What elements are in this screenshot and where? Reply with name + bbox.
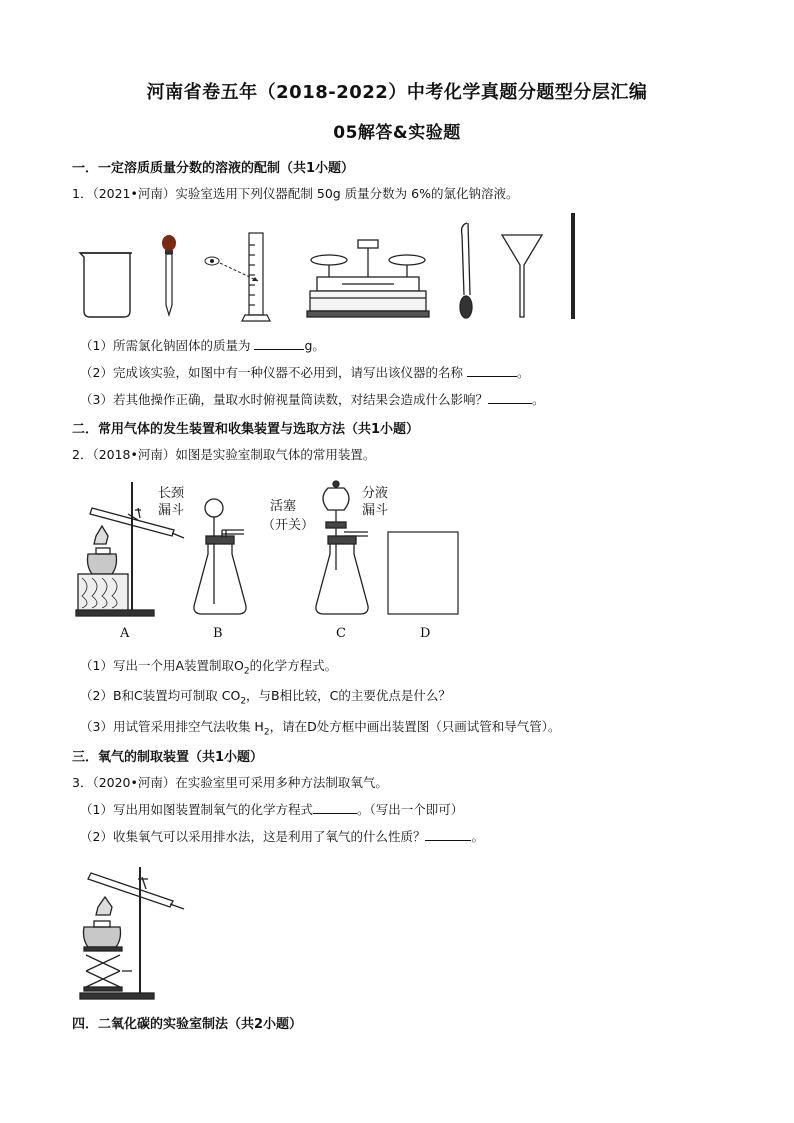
caption-b: B [213,626,223,641]
question-1-part-1: （1）所需氯化钠固体的质量为 g。 [80,338,325,353]
answer-blank[interactable] [488,391,532,404]
label-long-neck-funnel-1: 长颈 [158,486,185,501]
answer-box-d [388,532,458,614]
question-1-part-2: （2）完成该实验，如图中有一种仪器不必用到，请写出该仪器的名称 。 [80,365,530,380]
glass-rod-icon [571,213,575,319]
instrument-figure-1 [72,205,592,330]
balance-scale-icon [307,240,429,317]
question-3-part-2: （2）收集氧气可以采用排水法，这是利用了氧气的什么性质？ 。 [80,829,484,844]
label-separatory-funnel-1: 分液 [362,486,389,501]
document-title: 河南省卷五年（2018-2022）中考化学真题分题型分层汇编 [146,82,648,103]
eye-icon [205,257,258,281]
question-2-part-2: （2）B和C装置均可制取 $CO_2$，与B相比较，C的主要优点是什么？ [80,688,451,707]
section-4-heading: 四．二氧化碳的实验室制法（共2小题） [72,1017,303,1032]
graduated-cylinder-icon [242,233,270,321]
apparatus-b-icon [194,499,246,614]
beaker-icon [80,253,132,317]
apparatus-c-icon [316,481,368,614]
label-long-neck-funnel-2: 漏斗 [158,503,185,518]
answer-blank[interactable] [425,828,471,841]
question-1-part-3: （3）若其他操作正确，量取水时俯视量筒读数，对结果会造成什么影响？ 。 [80,392,545,407]
caption-c: C [336,626,346,641]
section-1-heading: 一．一定溶质质量分数的溶液的配制（共1小题） [72,161,355,176]
caption-a: A [120,626,130,641]
caption-d: D [420,626,431,641]
funnel-icon [502,235,542,317]
section-2-heading: 二．常用气体的发生装置和收集装置与选取方法（共1小题） [72,422,420,437]
question-2-part-1: （1）写出一个用A装置制取$O_2$的化学方程式。 [80,658,338,677]
label-stopcock-2: （开关） [262,518,315,533]
answer-blank[interactable] [467,364,517,377]
answer-blank[interactable] [313,801,357,814]
apparatus-figure-3 [72,855,192,1005]
label-separatory-funnel-2: 漏斗 [362,503,389,518]
section-3-heading: 三．氧气的制取装置（共1小题） [72,750,264,765]
spatula-icon [460,223,472,318]
question-2-part-3: （3）用试管采用排空气法收集 $H_2$，请在D处方框中画出装置图（只画试管和导气管）。 [80,719,561,738]
question-2-stem: 2．（2018•河南）如图是实验室制取气体的常用装置。 [72,447,376,462]
question-3-stem: 3．（2020•河南）在实验室里可采用多种方法制取氧气。 [72,775,388,790]
question-3-part-1: （1）写出用如图装置制氧气的化学方程式 。（写出一个即可） [80,802,464,817]
question-1-stem: 1．（2021•河南）实验室选用下列仪器配制 50g 质量分数为 6%的氯化钠溶液。 [72,186,519,201]
dropper-icon [162,235,176,315]
label-stopcock-1: 活塞 [270,499,297,514]
answer-blank[interactable] [254,337,304,350]
document-subtitle: 05解答&实验题 [333,123,461,143]
